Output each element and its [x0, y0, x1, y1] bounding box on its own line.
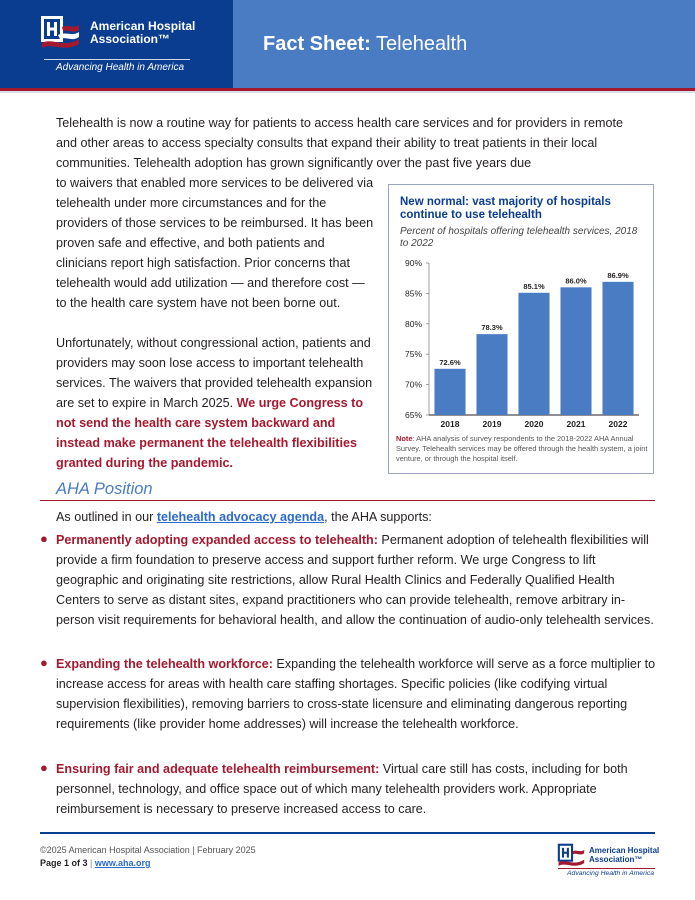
intro-paragraph-1-wrap: to waivers that enabled more services to be delivered via telehealth under more circumstances and for the providers of those services to be reimbursed. It has been proven safe and effective, and both patients and clinicians report high satisfaction. Prior concerns that telehealth would add utilization — and therefore cost — to the health care system have not been borne out.: [56, 176, 374, 310]
intro-paragraph-1-full: Telehealth is now a routine way for patients to access health care services and for providers in remote and other areas to access specialty consults that expand their ability to treat patients in their local communities. Telehealth adoption has grown significantly over the past five years due: [56, 116, 624, 170]
footer-aha-logo-icon: [557, 843, 585, 868]
intro-call-to-action: We urge Congress to not send the health care system backward and instead make permanent the telehealth flexibilities granted during the pandemic.: [56, 396, 364, 470]
chart-bar: [560, 287, 591, 415]
y-tick-label: 75%: [404, 349, 422, 360]
bar-value-label: 78.3%: [481, 323, 503, 333]
y-tick-label: 70%: [404, 379, 422, 390]
x-tick-label: 2020: [524, 419, 544, 429]
logo-divider: [44, 59, 190, 60]
bullet-2-text: Expanding the telehealth workforce will serve as a force multiplier to increase access for areas with health care staffing shortages. Specific policies (like codifying virtual supervision flexibilities), removing barriers to cross-state licensure and eliminating dangerous reporting requirements (like provider home addresses) will increase the telehealth workforce.: [56, 657, 656, 731]
x-tick-label: 2022: [608, 419, 628, 429]
bullet-1-lead: Permanently adopting expanded access to telehealth:: [56, 533, 378, 547]
website-link[interactable]: www.aha.org: [94, 858, 151, 868]
bullet-3-text: Virtual care still has costs, including for both personnel, technology, and office space out of which many telehealth providers work. Appropriate reimbursement is necessary to preserve increased access to care.: [56, 762, 628, 816]
section-rule: [40, 500, 655, 501]
y-tick-label: 80%: [404, 318, 422, 329]
y-tick-label: 85%: [404, 288, 422, 299]
chart-note-text: : AHA analysis of survey respondents to the 2018-2022 AHA Annual Survey. Telehealth services may be offered through the health system, a joint venture, or through the hospital itself.: [396, 434, 648, 463]
bullet-3-lead: Ensuring fair and adequate telehealth reimbursement:: [56, 762, 380, 776]
org-tagline: Advancing Health in America: [56, 62, 185, 73]
bar-value-label: 72.6%: [439, 357, 461, 367]
chart-bar: [476, 334, 507, 415]
position-intro-after: , the AHA supports:: [324, 510, 432, 524]
bar-value-label: 86.0%: [565, 276, 587, 286]
footer-separator: |: [87, 858, 95, 868]
footer-org-tagline: Advancing Health in America: [567, 870, 655, 877]
header-gray-rule: [0, 91, 695, 93]
intro-paragraph-2: [56, 333, 376, 473]
bar-value-label: 85.1%: [523, 281, 545, 291]
x-tick-label: 2018: [440, 419, 460, 429]
footer-logo-rule: [558, 868, 655, 869]
position-intro: [56, 507, 641, 527]
chart-subtitle: Percent of hospitals offering telehealth services, 2018 to 2022: [400, 226, 638, 249]
page-title: [263, 33, 467, 56]
x-tick-label: 2019: [482, 419, 502, 429]
footer-rule: [40, 832, 655, 834]
chart-title: New normal: vast majority of hospitals continue to use telehealth: [400, 196, 611, 221]
bar-value-label: 86.9%: [607, 270, 629, 280]
bullet-1-text: Permanent adoption of telehealth flexibilities will provide a firm foundation to preserve access and support further reform. We urge Congress to lift geographic and originating site restrictions, allow Rural Health Clinics and Federally Qualified Health Centers to serve as distant sites, expand practitioners who can provide telehealth, remove arbitrary in-person visit requirements for behavioral health, and allow the continuation of audio-only telehealth services.: [56, 533, 654, 627]
bullet-dot-icon: ●: [40, 760, 48, 775]
page-header: [0, 0, 695, 88]
footer-org-line2: Association™: [589, 855, 643, 864]
footer-copyright: ©2025 American Hospital Association | February 2025: [40, 845, 256, 855]
footer-org-line1: American Hospital: [589, 846, 660, 855]
section-heading: AHA Position: [56, 480, 153, 498]
chart-bar: [518, 293, 549, 415]
telehealth-chart-box: [388, 184, 654, 474]
org-name-line1: American Hospital: [90, 19, 196, 33]
chart-note-label: Note: [396, 434, 413, 443]
intro-paragraph-2-text: Unfortunately, without congressional action, patients and providers may soon lose access to important telehealth services. The waivers that provided telehealth expansion are set to expire in March 2025.: [56, 336, 373, 410]
position-bullet-3: [56, 759, 656, 819]
org-name-line2: Association™: [90, 32, 171, 46]
advocacy-agenda-link[interactable]: telehealth advocacy agenda: [156, 510, 325, 524]
footer-page-info: [40, 858, 151, 868]
bullet-dot-icon: ●: [40, 531, 48, 546]
aha-logo-icon: [40, 15, 80, 51]
page-title-bold: Fact Sheet:: [263, 33, 371, 55]
position-bullet-1: [56, 530, 656, 630]
page-title-rest: Telehealth: [370, 33, 468, 55]
chart-bar: [602, 282, 633, 415]
position-bullet-2: [56, 654, 656, 734]
bar-chart: [389, 253, 653, 433]
x-tick-label: 2021: [566, 419, 586, 429]
page-number: Page 1 of 3: [40, 858, 88, 868]
y-tick-label: 90%: [404, 258, 422, 268]
org-name: [90, 20, 195, 46]
chart-note: [396, 434, 651, 464]
chart-bar: [434, 369, 465, 415]
position-intro-before: As outlined in our: [56, 510, 157, 524]
y-tick-label: 65%: [404, 410, 422, 420]
bullet-2-lead: Expanding the telehealth workforce:: [56, 657, 273, 671]
footer-org-name: [589, 846, 659, 864]
bullet-dot-icon: ●: [40, 655, 48, 670]
